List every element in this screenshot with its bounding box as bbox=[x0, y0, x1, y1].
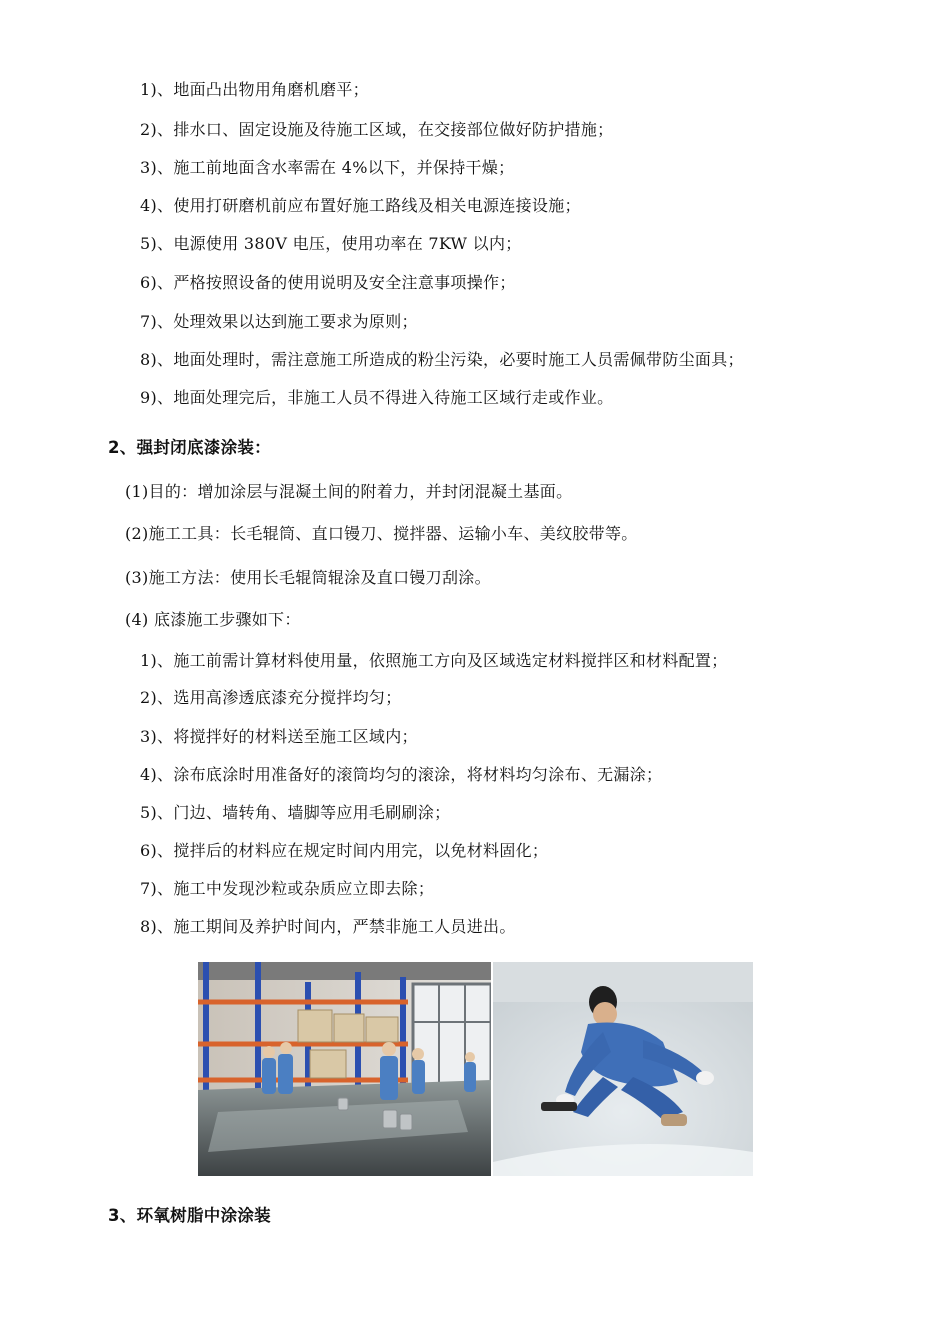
step-item: 3)、将搅拌好的材料送至施工区域内； bbox=[140, 727, 418, 746]
step-item: 8)、地面处理时，需注意施工所造成的粉尘污染，必要时施工人员需佩带防尘面具； bbox=[140, 350, 744, 369]
step-item: 6)、严格按照设备的使用说明及安全注意事项操作； bbox=[140, 273, 516, 292]
step-item: 1)、施工前需计算材料使用量，依照施工方向及区域选定材料搅拌区和材料配置； bbox=[140, 651, 728, 670]
step-item: 5)、门边、墙转角、墙脚等应用毛刷刷涂； bbox=[140, 803, 451, 822]
step-item: 7)、处理效果以达到施工要求为原则； bbox=[140, 312, 418, 331]
step-item: 9)、地面处理完后，非施工人员不得进入待施工区域行走或作业。 bbox=[140, 388, 614, 407]
step-item: 3)、施工前地面含水率需在 4%以下，并保持干燥； bbox=[140, 158, 515, 177]
step-item: 2)、选用高渗透底漆充分搅拌均匀； bbox=[140, 688, 402, 707]
section-item: (2)施工工具：长毛辊筒、直口镘刀、搅拌器、运输小车、美纹胶带等。 bbox=[125, 524, 638, 543]
step-item: 7)、施工中发现沙粒或杂质应立即去除； bbox=[140, 879, 435, 898]
step-item: 6)、搅拌后的材料应在规定时间内用完，以免材料固化； bbox=[140, 841, 549, 860]
section-item: (4) 底漆施工步骤如下： bbox=[125, 610, 301, 629]
worker-troweling-photo bbox=[493, 962, 753, 1176]
step-item: 5)、电源使用 380V 电压，使用功率在 7KW 以内； bbox=[140, 234, 522, 253]
step-item: 2)、排水口、固定设施及待施工区域，在交接部位做好防护措施； bbox=[140, 120, 614, 139]
step-item: 4)、涂布底涂时用准备好的滚筒均匀的滚涂，将材料均匀涂布、无漏涂； bbox=[140, 765, 663, 784]
section-heading: 3、环氧树脂中涂涂装 bbox=[108, 1206, 271, 1225]
step-item: 1)、地面凸出物用角磨机磨平； bbox=[140, 80, 369, 99]
section-item: (3)施工方法：使用长毛辊筒辊涂及直口镘刀刮涂。 bbox=[125, 568, 491, 587]
step-item: 8)、施工期间及养护时间内，严禁非施工人员进出。 bbox=[140, 917, 516, 936]
section-heading: 2、强封闭底漆涂装： bbox=[108, 438, 271, 457]
step-item: 4)、使用打研磨机前应布置好施工路线及相关电源连接设施； bbox=[140, 196, 581, 215]
warehouse-primer-photo bbox=[198, 962, 491, 1176]
section-item: (1)目的：增加涂层与混凝土间的附着力，并封闭混凝土基面。 bbox=[125, 482, 573, 501]
